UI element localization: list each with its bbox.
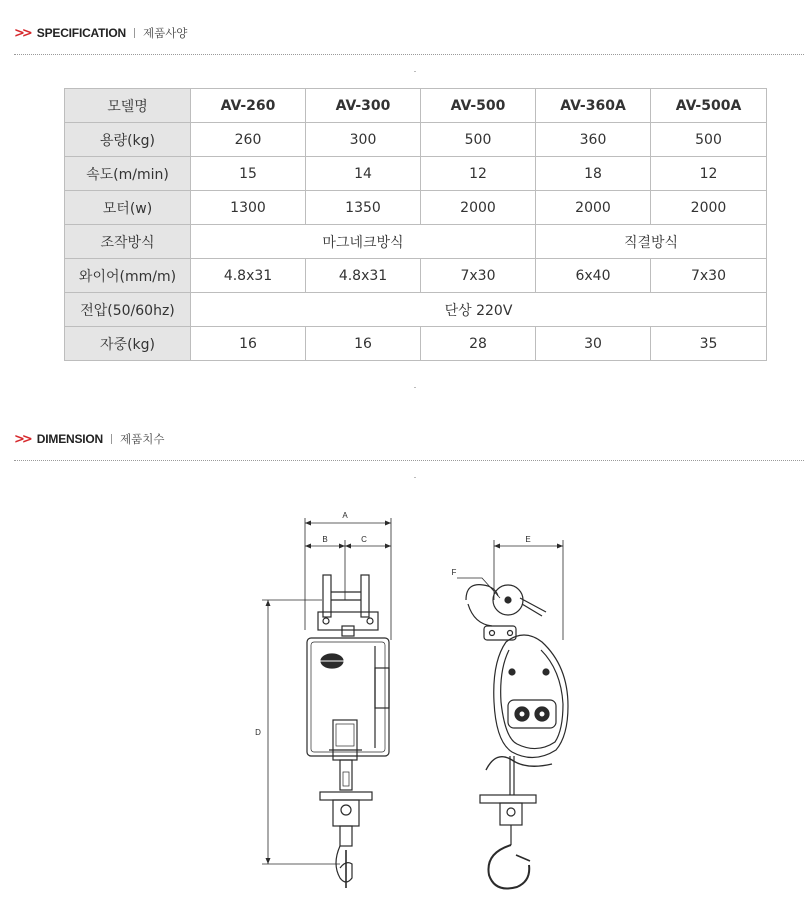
model-header: AV-500 (421, 89, 536, 123)
table-cell: 1300 (191, 191, 306, 225)
row-label: 전압(50/60hz) (65, 293, 191, 327)
dimension-label-f: F (451, 568, 457, 577)
model-header: AV-260 (191, 89, 306, 123)
table-cell: 18 (536, 157, 651, 191)
table-cell: 35 (651, 327, 767, 361)
dimension-label-d: D (255, 728, 261, 737)
dimension-label-c: C (361, 535, 367, 544)
dimension-label-b: B (322, 535, 328, 544)
table-cell: 1350 (306, 191, 421, 225)
row-label: 속도(m/min) (65, 157, 191, 191)
header-label-model: 모델명 (65, 89, 191, 123)
model-header: AV-360A (536, 89, 651, 123)
table-cell: 12 (651, 157, 767, 191)
table-cell: 500 (651, 123, 767, 157)
table-cell-merged: 직결방식 (536, 225, 767, 259)
model-header: AV-500A (651, 89, 767, 123)
row-label: 자중(kg) (65, 327, 191, 361)
table-cell: 12 (421, 157, 536, 191)
table-cell: 16 (191, 327, 306, 361)
row-label: 조작방식 (65, 225, 191, 259)
table-cell: 28 (421, 327, 536, 361)
table-cell: 2000 (421, 191, 536, 225)
table-cell: 260 (191, 123, 306, 157)
table-cell: 2000 (651, 191, 767, 225)
spec-section-subtitle: 제품사양 (142, 26, 188, 40)
double-chevron-icon: >> (14, 25, 30, 41)
spec-section-title: SPECIFICATION (36, 26, 126, 40)
table-cell: 7x30 (421, 259, 536, 293)
table-cell: 360 (536, 123, 651, 157)
dimension-label-e: E (525, 535, 531, 544)
table-cell: 14 (306, 157, 421, 191)
table-cell: 4.8x31 (306, 259, 421, 293)
model-header: AV-300 (306, 89, 421, 123)
table-cell: 7x30 (651, 259, 767, 293)
row-label: 용량(kg) (65, 123, 191, 157)
table-cell: 500 (421, 123, 536, 157)
row-label: 모터(w) (65, 191, 191, 225)
table-cell: 30 (536, 327, 651, 361)
table-cell-merged: 마그네크방식 (191, 225, 536, 259)
dimension-label-a: A (342, 511, 348, 520)
table-cell: 16 (306, 327, 421, 361)
hoist-front-view (262, 518, 391, 888)
table-cell: 300 (306, 123, 421, 157)
dimension-section-title: DIMENSION (36, 432, 104, 446)
table-cell: 15 (191, 157, 306, 191)
hoist-side-view (457, 540, 568, 889)
dimension-section-subtitle: 제품치수 (120, 432, 165, 446)
table-cell: 2000 (536, 191, 651, 225)
double-chevron-icon: >> (14, 431, 30, 447)
table-cell: 6x40 (536, 259, 651, 293)
row-label: 와이어(mm/m) (65, 259, 191, 293)
table-cell: 4.8x31 (191, 259, 306, 293)
table-cell-merged: 단상 220V (191, 293, 767, 327)
